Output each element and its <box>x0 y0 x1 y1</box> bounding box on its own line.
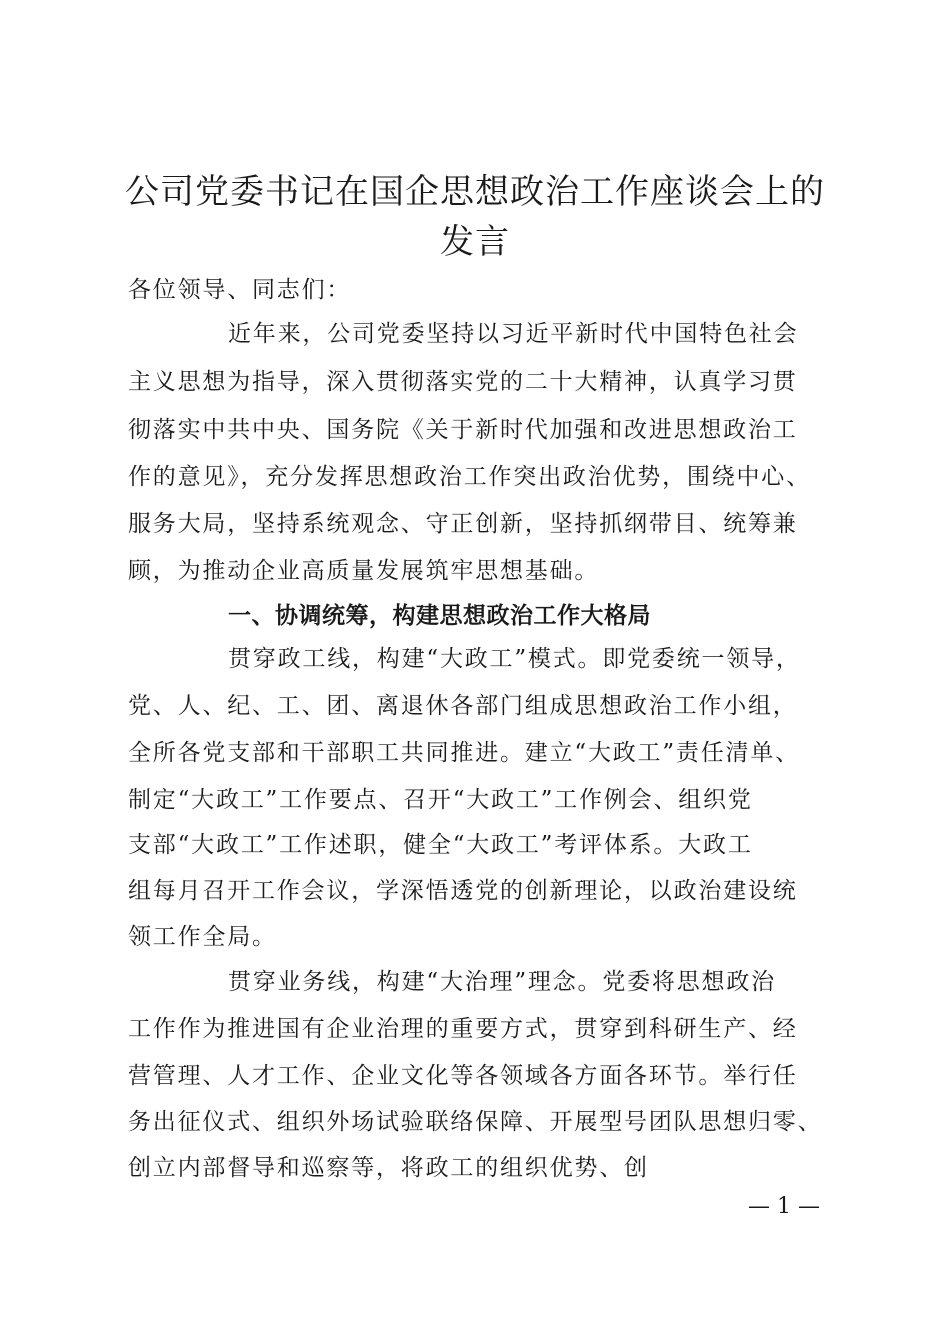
paragraph-1-line: 服务大局，坚持系统观念、守正创新，坚持抓纲带目、统筹兼 <box>128 511 798 537</box>
paragraph-2-line: 制定“大政工”工作要点、召开“大政工”工作例会、组织党 <box>128 787 753 813</box>
paragraph-3-line: 创立内部督导和巡察等，将政工的组织优势、创 <box>128 1155 649 1181</box>
paragraph-3-line: 工作作为推进国有企业治理的重要方式，贯穿到科研生产、经 <box>128 1016 798 1042</box>
paragraph-1-line: 彻落实中共中央、国务院《关于新时代加强和改进思想政治工 <box>128 417 798 443</box>
paragraph-2-line: 党、人、纪、工、团、离退休各部门组成思想政治工作小组， <box>128 693 798 719</box>
paragraph-1-line: 主义思想为指导，深入贯彻落实党的二十大精神，认真学习贯 <box>128 369 798 395</box>
section-heading: 一、协调统筹，构建思想政治工作大格局 <box>228 603 651 629</box>
paragraph-1-line: 顾，为推动企业高质量发展筑牢思想基础。 <box>128 558 600 584</box>
paragraph-2-line: 全所各党支部和干部职工共同推进。建立“大政工”责任清单、 <box>128 740 800 766</box>
page-number: — 1 — <box>748 1194 820 1219</box>
paragraph-2-line: 支部“大政工”工作述职，健全“大政工”考评体系。大政工 <box>128 832 753 858</box>
document-title-line-1: 公司党委书记在国企思想政治工作座谈会上的 <box>125 172 825 212</box>
paragraph-3-line: 贯穿业务线，构建“大治理”理念。党委将思想政治 <box>228 969 776 995</box>
salutation: 各位领导、同志们： <box>128 277 352 303</box>
paragraph-3-line: 务出征仪式、组织外场试验联络保障、开展型号团队思想归零、 <box>128 1109 823 1135</box>
document-title-line-2: 发言 <box>440 222 510 262</box>
paragraph-2-line: 组每月召开工作会议，学深悟透党的创新理论，以政治建设统 <box>128 878 798 904</box>
paragraph-2-line: 领工作全局。 <box>128 924 277 950</box>
paragraph-1-line: 作的意见》，充分发挥思想政治工作突出政治优势，围绕中心、 <box>128 464 811 490</box>
paragraph-2-line: 贯穿政工线，构建“大政工”模式。即党委统一领导， <box>228 646 801 672</box>
paragraph-1-line: 近年来，公司党委坚持以习近平新时代中国特色社会 <box>228 321 799 347</box>
paragraph-3-line: 营管理、人才工作、企业文化等各领域各方面各环节。举行任 <box>128 1063 798 1089</box>
